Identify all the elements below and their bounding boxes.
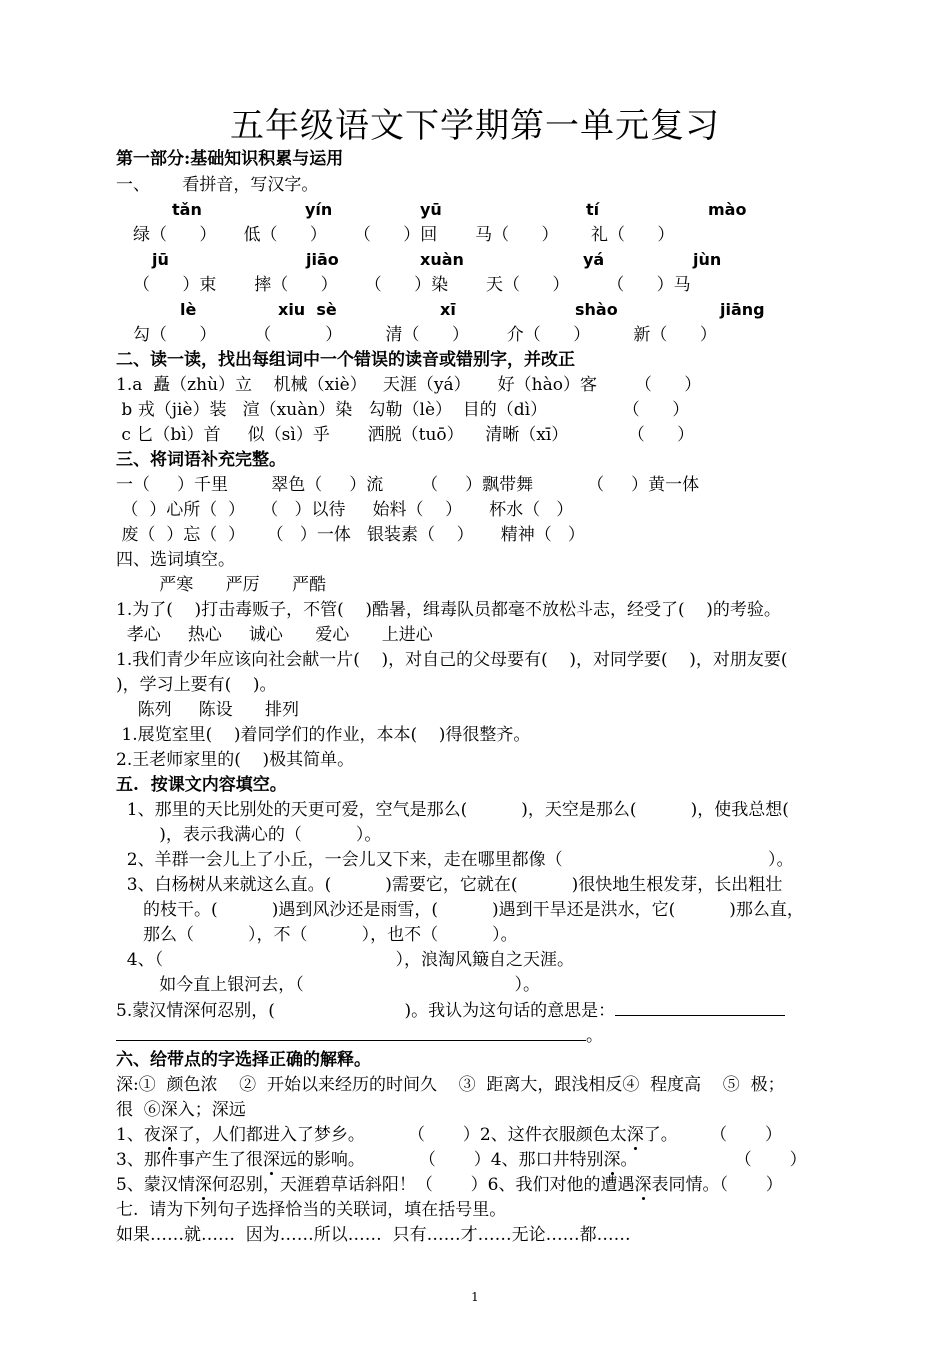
blank-row: 绿（ ） 低（ ） （ ）回 马（ ） 礼（ ） [133,225,675,245]
word-choices: 陈列 陈设 排列 [116,700,300,720]
pinyin: tǎn [172,200,202,219]
question-line: 2、羊群一会儿上了小丘，一会儿又下来，走在哪里都像（ ）。 [116,850,794,870]
word-choices: 孝心 热心 诚心 爱心 上进心 [116,625,433,645]
pinyin: xiu sè [278,300,337,319]
pinyin: jiāo [306,250,339,269]
answer-underline [116,1024,586,1041]
answer-underline [615,999,785,1016]
pinyin: shào [575,300,618,319]
question-line: 2.王老师家里的( )极其简单。 [116,750,355,770]
section-1-heading: 一、 看拼音，写汉字。 [116,175,319,195]
section-7-heading: 七. 请为下列句子选择恰当的关联词，填在括号里。 [116,1200,507,1220]
blank-row: （ ）束 摔（ ） （ ）染 天（ ） （ ）马 [133,275,691,295]
question-line: 1、那里的天比别处的天更可爱，空气是那么( )，天空是那么( )，使我总想( [116,800,789,820]
definition-line: 深:① 颜色浓 ② 开始以来经历的时间久 ③ 距离大，跟浅相反④ 程度高 ⑤ 极； [116,1075,785,1095]
question-line: )，表示我满心的（ ）。 [116,825,382,845]
question-line: 5、蒙汉情深何忍别，天涯碧草话斜阳！（ ）6、我们对他的遭遇深表同情。（ ） [116,1175,783,1195]
question-line: c 匕（bì）首 似（sì）乎 洒脱（tuō） 清晰（xī） （ ） [116,425,695,445]
pinyin: tí [586,200,600,219]
question-line: 如今直上银河去，（ ）。 [116,975,540,995]
pinyin: xuàn [420,250,464,269]
definition-line: 很 ⑥深入；深远 [116,1100,246,1120]
pinyin: mào [708,200,747,219]
question-line: 那么（ ），不（ ），也不（ ）。 [116,925,518,945]
blank-row: 勾（ ） （ ） 清（ ） 介（ ） 新（ ） [133,325,717,345]
question-line: （ ）心所（ ） （ ）以待 始料（ ） 杯水（ ） [116,500,574,520]
question-line: 3、白杨树从来就这么直。( )需要它，它就在( )很快地生根发芽，长出粗壮 [116,875,783,895]
section-4-heading: 四、选词填空。 [116,550,235,570]
part-heading: 第一部分:基础知识积累与运用 [116,149,344,169]
section-6-heading: 六、给带点的字选择正确的解释。 [116,1050,371,1070]
question-line: 。 [116,1024,603,1047]
page-number: 1 [471,1290,479,1304]
question-line: 1.a 矗（zhù）立 机械（xiè） 天涯（yá） 好（hào）客 （ ） [116,375,702,395]
question-line: 4、（ ），浪淘风簸自之天涯。 [116,950,574,970]
word-choices: 严寒 严厉 严酷 [116,575,327,595]
question-line: 废（ ）忘（ ） （ ）一体 银装素（ ） 精神（ ） [116,525,585,545]
question-line: b 戎（jiè）装 渲（xuàn）染 勾勒（lè） 目的（dì） （ ） [116,400,690,420]
question-line: 1.展览室里( )着同学们的作业，本本( )得很整齐。 [116,725,531,745]
section-5-heading: 五. 按课文内容填空。 [116,775,287,795]
pinyin: xī [440,300,456,319]
question-line: 1.我们青少年应该向社会献一片( )，对自己的父母要有( )，对同学要( )，对朋友要( [116,650,788,670]
word-choices: 如果……就…… 因为……所以…… 只有……才……无论……都…… [116,1225,631,1245]
pinyin: yá [583,250,605,269]
pinyin: jùn [693,250,722,269]
section-3-heading: 三、将词语补充完整。 [116,450,286,470]
page-title: 五年级语文下学期第一单元复习 [230,106,720,146]
question-line: 1.为了( )打击毒贩子，不管( )酷暑，缉毒队员都毫不放松斗志，经受了( )的考验。 [116,600,781,620]
section-2-heading: 二、读一读，找出每组词中一个错误的读音或错别字，并改正 [116,350,575,370]
pinyin: lè [180,300,197,319]
question-line: 3、那件事产生了很深远的影响。 （ ）4、那口井特别深。 （ ） [116,1150,807,1170]
pinyin: jū [152,250,169,269]
question-line: 1、夜深了，人们都进入了梦乡。 （ ）2、这件衣服颜色太深了。 （ ） [116,1125,782,1145]
pinyin: yū [420,200,442,219]
question-line: 5.蒙汉情深何忍别，( )。我认为这句话的意思是： [116,999,785,1022]
pinyin: yín [305,200,333,219]
question-line: )，学习上要有( )。 [116,675,277,695]
question-line: 一（ ）千里 翠色（ ）流 （ ）飘带舞 （ ）黄一体 [116,475,700,495]
question-line: 的枝干。( )遇到风沙还是雨雪，( )遇到干旱还是洪水，它( )那么直， [116,900,804,920]
pinyin: jiāng [720,300,765,319]
